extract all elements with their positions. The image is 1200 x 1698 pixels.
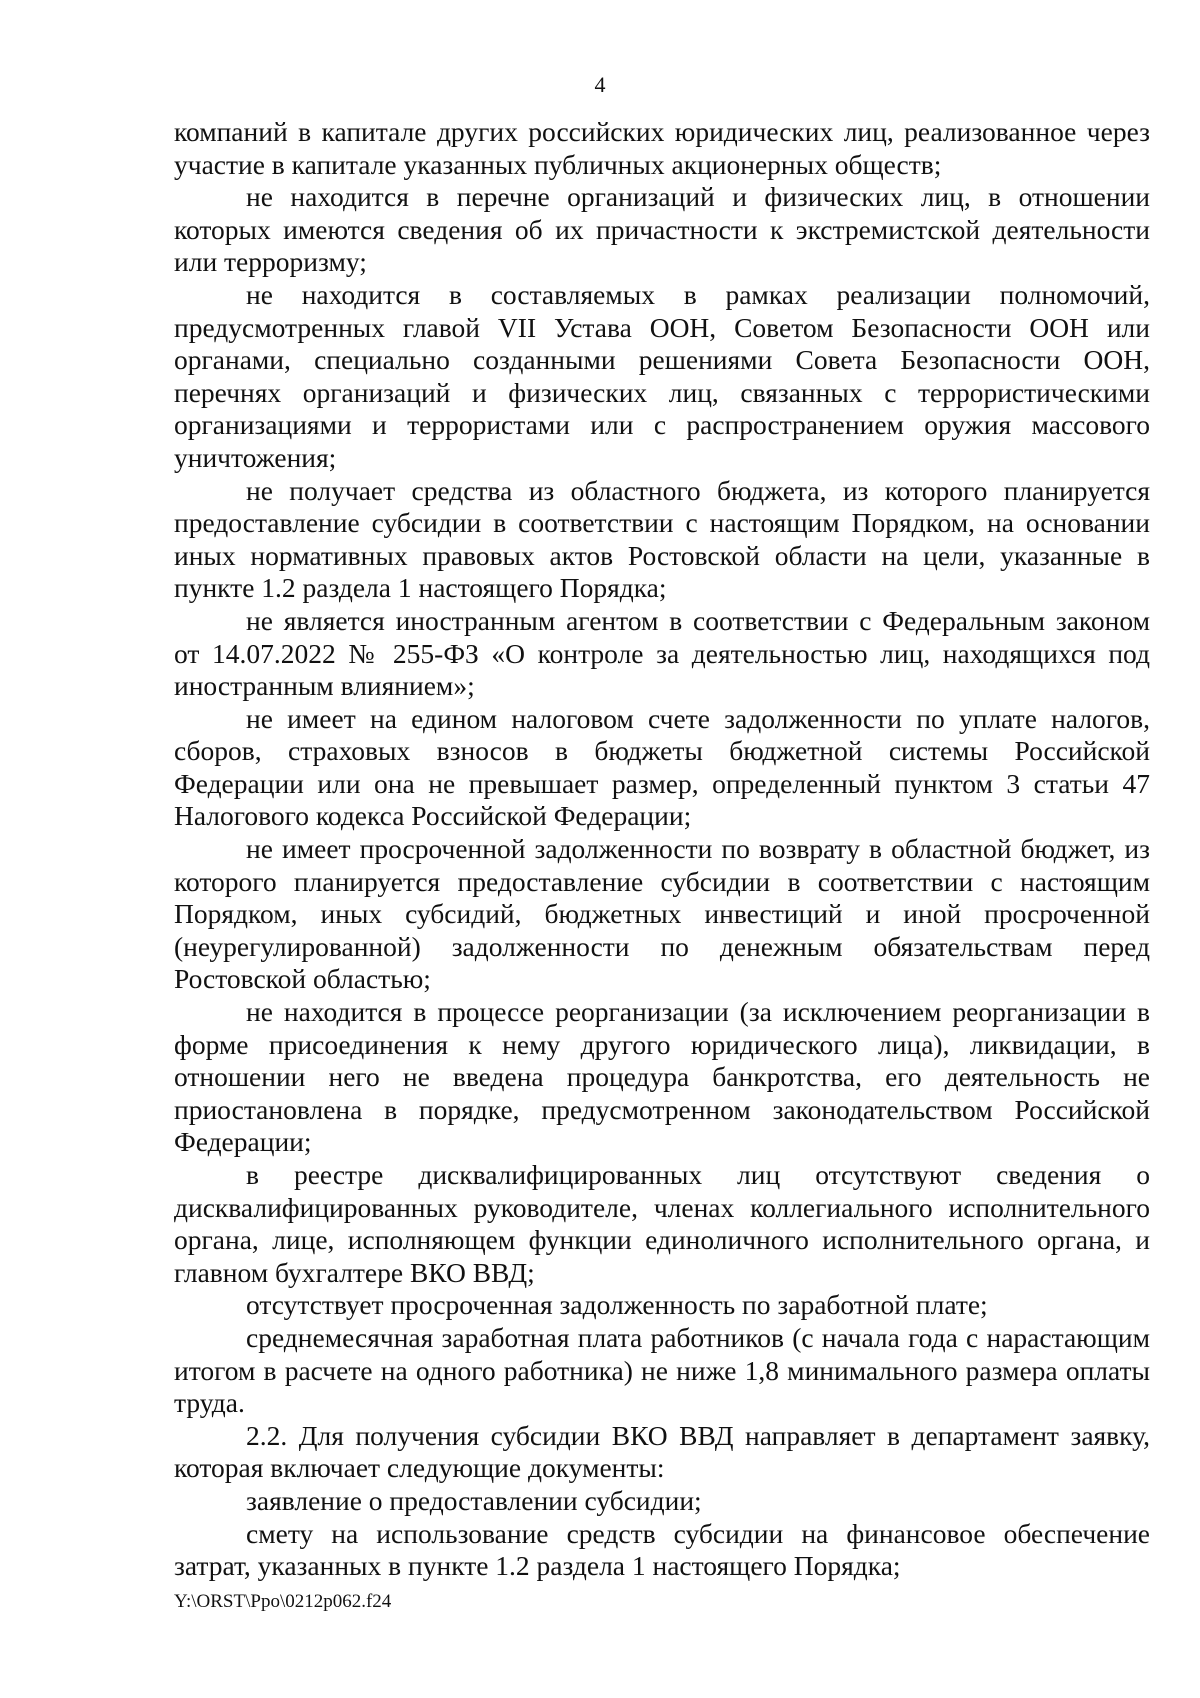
paragraph: не получает средства из областного бюджета, из которого планируется предоставление субсидии в соответствии с настоящим Порядком, на основании иных нормативных правовых актов Ростовской области на цели, указанные в пункте 1.2 раздела 1 настоящего Порядка; — [174, 474, 1150, 604]
paragraph: не находится в составляемых в рамках реализации полномочий, предусмотренных главой VII Устава ООН, Советом Безопасности ООН или органами, специально созданными решениями Совета Безопасности ООН, перечнях организаций и физических лиц, связанных с террористическими организациями и террористами или с распространением оружия массового уничтожения; — [174, 278, 1150, 473]
paragraph: не является иностранным агентом в соответствии с Федеральным законом от 14.07.2022 № 255-ФЗ «О контроле за деятельностью лиц, находящихся под иностранным влиянием»; — [174, 604, 1150, 702]
paragraph: не находится в перечне организаций и физических лиц, в отношении которых имеются сведения об их причастности к экстремистской деятельности или терроризму; — [174, 181, 1150, 278]
paragraph: 2.2. Для получения субсидии ВКО ВВД направляет в департамент заявку, которая включает следующие документы: — [174, 1419, 1150, 1484]
paragraph: компаний в капитале других российских юридических лиц, реализованное через участие в капитале указанных публичных акционерных обществ; — [174, 116, 1150, 180]
page-number: 4 — [594, 72, 606, 97]
paragraph: заявление о предоставлении субсидии; — [246, 1484, 702, 1516]
paragraph: не имеет на едином налоговом счете задолженности по уплате налогов, сборов, страховых взносов в бюджеты бюджетной системы Российской Федерации или она не превышает размер, определенный пунктом 3 статьи 47 Налогового кодекса Российской Федерации; — [174, 702, 1150, 832]
paragraph: смету на использование средств субсидии на финансовое обеспечение затрат, указанных в пункте 1.2 раздела 1 настоящего Порядка; — [174, 1517, 1150, 1582]
paragraph: в реестре дисквалифицированных лиц отсутствуют сведения о дисквалифицированных руководителе, членах коллегиального исполнительного органа, лице, исполняющем функции единоличного исполнительного органа, и главном бухгалтере ВКО ВВД; — [174, 1159, 1150, 1288]
document-body — [174, 116, 1150, 1583]
paragraph: отсутствует просроченная задолженность по заработной плате; — [246, 1289, 988, 1321]
paragraph: не имеет просроченной задолженности по возврату в областной бюджет, из которого планируется предоставление субсидии в соответствии с настоящим Порядком, иных субсидий, бюджетных инвестиций и иной просроченной (неурегулированной) задолженности по денежным обязательствам перед Ростовской областью; — [174, 833, 1150, 995]
paragraph: среднемесячная заработная плата работников (с начала года с нарастающим итогом в расчете на одного работника) не ниже 1,8 минимального размера оплаты труда. — [174, 1321, 1150, 1419]
paragraph: не находится в процессе реорганизации (за исключением реорганизации в форме присоединения к нему другого юридического лица), ликвидации, в отношении него не введена процедура банкротства, его деятельность не приостановлена в порядке, предусмотренном законодательством Российской Федерации; — [174, 996, 1150, 1158]
footer-file-path: Y:\ORST\Ppo\0212p062.f24 — [174, 1591, 392, 1612]
